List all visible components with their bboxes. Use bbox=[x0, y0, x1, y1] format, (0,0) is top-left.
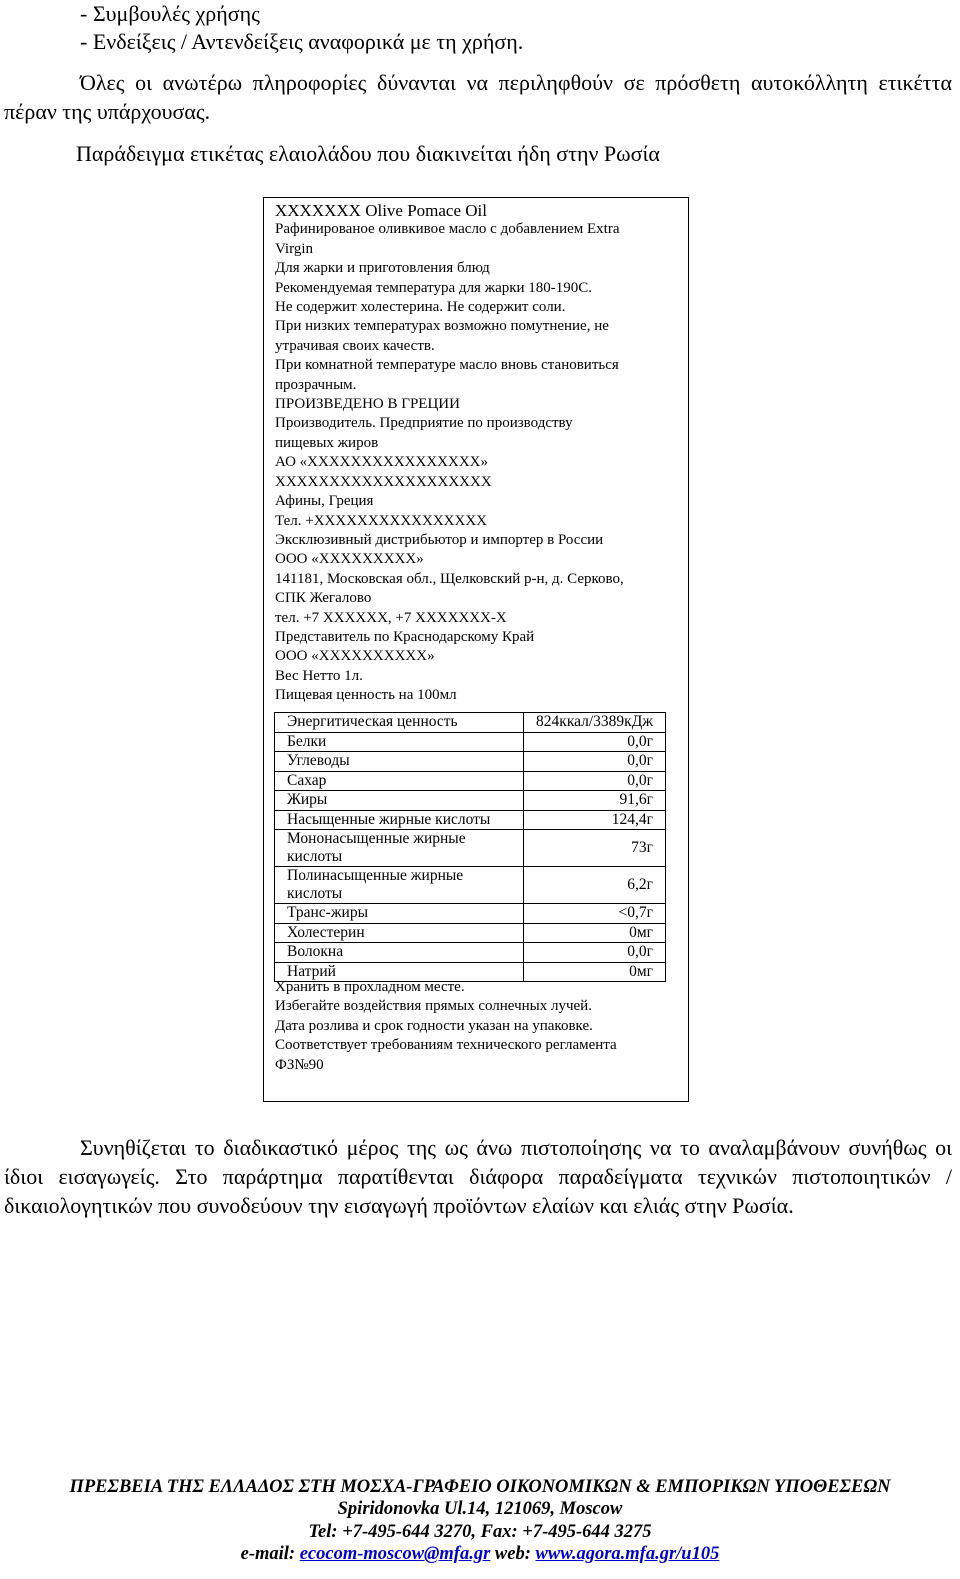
footer-phone: Tel: +7-495-644 3270, Fax: +7-495-644 3275 bbox=[308, 1521, 652, 1542]
nutrition-row bbox=[275, 943, 666, 963]
nutrition-row bbox=[275, 713, 666, 733]
footer-contacts bbox=[0, 1543, 960, 1565]
label-text-block bbox=[275, 201, 685, 706]
web-link[interactable]: www.agora.mfa.gr/u105 bbox=[535, 1544, 720, 1565]
page-footer bbox=[0, 1476, 960, 1566]
label-line: Представитель по Краснодарскому Край bbox=[275, 628, 535, 645]
label-line: Тел. +XXXXXXXXXXXXXXXX bbox=[275, 512, 488, 529]
nutrient-name: Холестерин bbox=[275, 923, 524, 943]
label-line: прозрачным. bbox=[275, 376, 357, 393]
storage-line: Хранить в прохладном месте. bbox=[275, 979, 465, 995]
label-line: СПК Жегалово bbox=[275, 590, 372, 607]
label-line: Не содержит холестерина. Не содержит соли. bbox=[275, 299, 566, 316]
nutrition-row bbox=[275, 867, 666, 904]
nutrient-value: <0,7г bbox=[524, 904, 666, 924]
label-line: Афины, Греция bbox=[275, 493, 374, 510]
label-line: При низких температурах возможно помутнение, не bbox=[275, 318, 609, 335]
closing-paragraph: Συνηθίζεται το διαδικαστικό μέρος της ως άνω πιστοποίησης να το αναλαμβάνουν συνήθως οι ίδιοι εισαγωγείς. Στο παράρτημα παρατίθενται διάφορα παραδείγματα τεχνικών πιστοποιητικών / δικαιολογητικών που συνοδεύουν την εισαγωγή προϊόντων ελαίων και ελιάς στην Ρωσία. bbox=[4, 1135, 952, 1218]
product-label bbox=[263, 197, 689, 1102]
storage-line: Избегайте воздействия прямых солнечных лучей. bbox=[275, 998, 592, 1015]
label-line: ПРОИЗВЕДЕНО В ГРЕЦИИ bbox=[275, 396, 460, 413]
nutrient-value: 124,4г bbox=[524, 810, 666, 830]
nutrient-name: Мононасыщенные жирные кислоты bbox=[275, 830, 524, 867]
nutrition-table bbox=[274, 712, 666, 982]
label-line: утрачивая своих качеств. bbox=[275, 337, 435, 354]
nutrient-value: 0мг bbox=[524, 962, 666, 982]
nutrient-name: Полинасыщенные жирные кислоты bbox=[275, 867, 524, 904]
bullet-usage-advice: - Συμβουλές χρήσης bbox=[80, 1, 260, 26]
label-caption: Παράδειγμα ετικέτας ελαιολάδου που διακινείται ήδη στην Ρωσία bbox=[76, 141, 660, 166]
label-line: Пищевая ценность на 100мл bbox=[275, 687, 457, 704]
email-link[interactable]: ecocom-moscow@mfa.gr bbox=[299, 1544, 491, 1565]
nutrient-value: 0,0г bbox=[524, 943, 666, 963]
nutrient-value: 0мг bbox=[524, 923, 666, 943]
label-line: Рафинированое оливкивое масло с добавлением Extra bbox=[275, 221, 620, 238]
web-label: web: bbox=[494, 1544, 531, 1565]
nutrient-name: Углеводы bbox=[275, 752, 524, 772]
label-line: ООО «XXXXXXXXXX» bbox=[275, 648, 435, 665]
intro-paragraph: Όλες οι ανωτέρω πληροφορίες δύνανται να περιληφθούν σε πρόσθετη αυτοκόλλητη ετικέττα πέραν της υπάρχουσας. bbox=[4, 70, 952, 124]
nutrient-name: Сахар bbox=[275, 771, 524, 791]
bullet-indications: - Ενδείξεις / Αντενδείξεις αναφορικά με τη χρήση. bbox=[80, 29, 524, 54]
nutrient-value: 73г bbox=[524, 830, 666, 867]
nutrition-row bbox=[275, 923, 666, 943]
footer-org: ΠΡΕΣΒΕΙΑ ΤΗΣ ΕΛΛΑΔΟΣ ΣΤΗ ΜΟΣΧΑ-ΓΡΑΦΕΙΟ ΟΙΚΟΝΟΜΙΚΩΝ & ΕΜΠΟΡΙΚΩΝ ΥΠΟΘΕΣΕΩΝ bbox=[69, 1477, 891, 1497]
nutrition-row bbox=[275, 771, 666, 791]
label-line: Эксклюзивный дистрибьютор и импортер в России bbox=[275, 531, 604, 548]
label-line: тел. +7 XXXXXX, +7 XXXXXXX-X bbox=[275, 609, 507, 626]
nutrient-value: 824ккал/3389кДж bbox=[524, 713, 666, 733]
nutrient-name: Энергитическая ценность bbox=[275, 713, 524, 733]
label-line: Virgin bbox=[275, 240, 313, 257]
nutrient-name: Насыщенные жирные кислоты bbox=[275, 810, 524, 830]
nutrition-row bbox=[275, 810, 666, 830]
label-line: Для жарки и приготовления блюд bbox=[275, 260, 490, 277]
nutrition-row bbox=[275, 830, 666, 867]
nutrient-value: 0,0г bbox=[524, 732, 666, 752]
storage-text-block bbox=[275, 978, 685, 1075]
label-line: XXXXXXXXXXXXXXXXXXXX bbox=[275, 473, 492, 490]
nutrient-name: Жиры bbox=[275, 791, 524, 811]
storage-line: Соответствует требованиям технического регламента bbox=[275, 1037, 617, 1054]
nutrition-row bbox=[275, 752, 666, 772]
storage-line: ФЗ№90 bbox=[275, 1056, 324, 1073]
nutrient-value: 0,0г bbox=[524, 752, 666, 772]
label-line: XXXXXXX Olive Pomace Oil bbox=[275, 201, 487, 220]
label-line: пищевых жиров bbox=[275, 434, 379, 451]
label-line: При комнатной температуре масло вновь становиться bbox=[275, 357, 619, 374]
nutrient-name: Транс-жиры bbox=[275, 904, 524, 924]
label-line: АО «XXXXXXXXXXXXXXXX» bbox=[275, 454, 488, 471]
nutrient-name: Натрий bbox=[275, 962, 524, 982]
footer-address: Spiridonovka Ul.14, 121069, Moscow bbox=[337, 1499, 623, 1520]
nutrient-value: 0,0г bbox=[524, 771, 666, 791]
nutrient-value: 91,6г bbox=[524, 791, 666, 811]
nutrition-row bbox=[275, 904, 666, 924]
storage-line: Дата розлива и срок годности указан на упаковке. bbox=[275, 1017, 593, 1034]
nutrient-name: Волокна bbox=[275, 943, 524, 963]
label-line: 141181, Московская обл., Щелковский р-н, д. Серково, bbox=[275, 570, 624, 587]
label-line: Вес Нетто 1л. bbox=[275, 667, 363, 684]
nutrition-row bbox=[275, 732, 666, 752]
label-line: Производитель. Предприятие по производству bbox=[275, 415, 573, 432]
nutrient-value: 6,2г bbox=[524, 867, 666, 904]
label-line: Рекомендуемая температура для жарки 180-190C. bbox=[275, 279, 593, 296]
nutrition-row bbox=[275, 791, 666, 811]
nutrient-name: Белки bbox=[275, 732, 524, 752]
label-line: ООО «XXXXXXXXX» bbox=[275, 551, 424, 568]
email-label: e-mail: bbox=[240, 1544, 296, 1565]
